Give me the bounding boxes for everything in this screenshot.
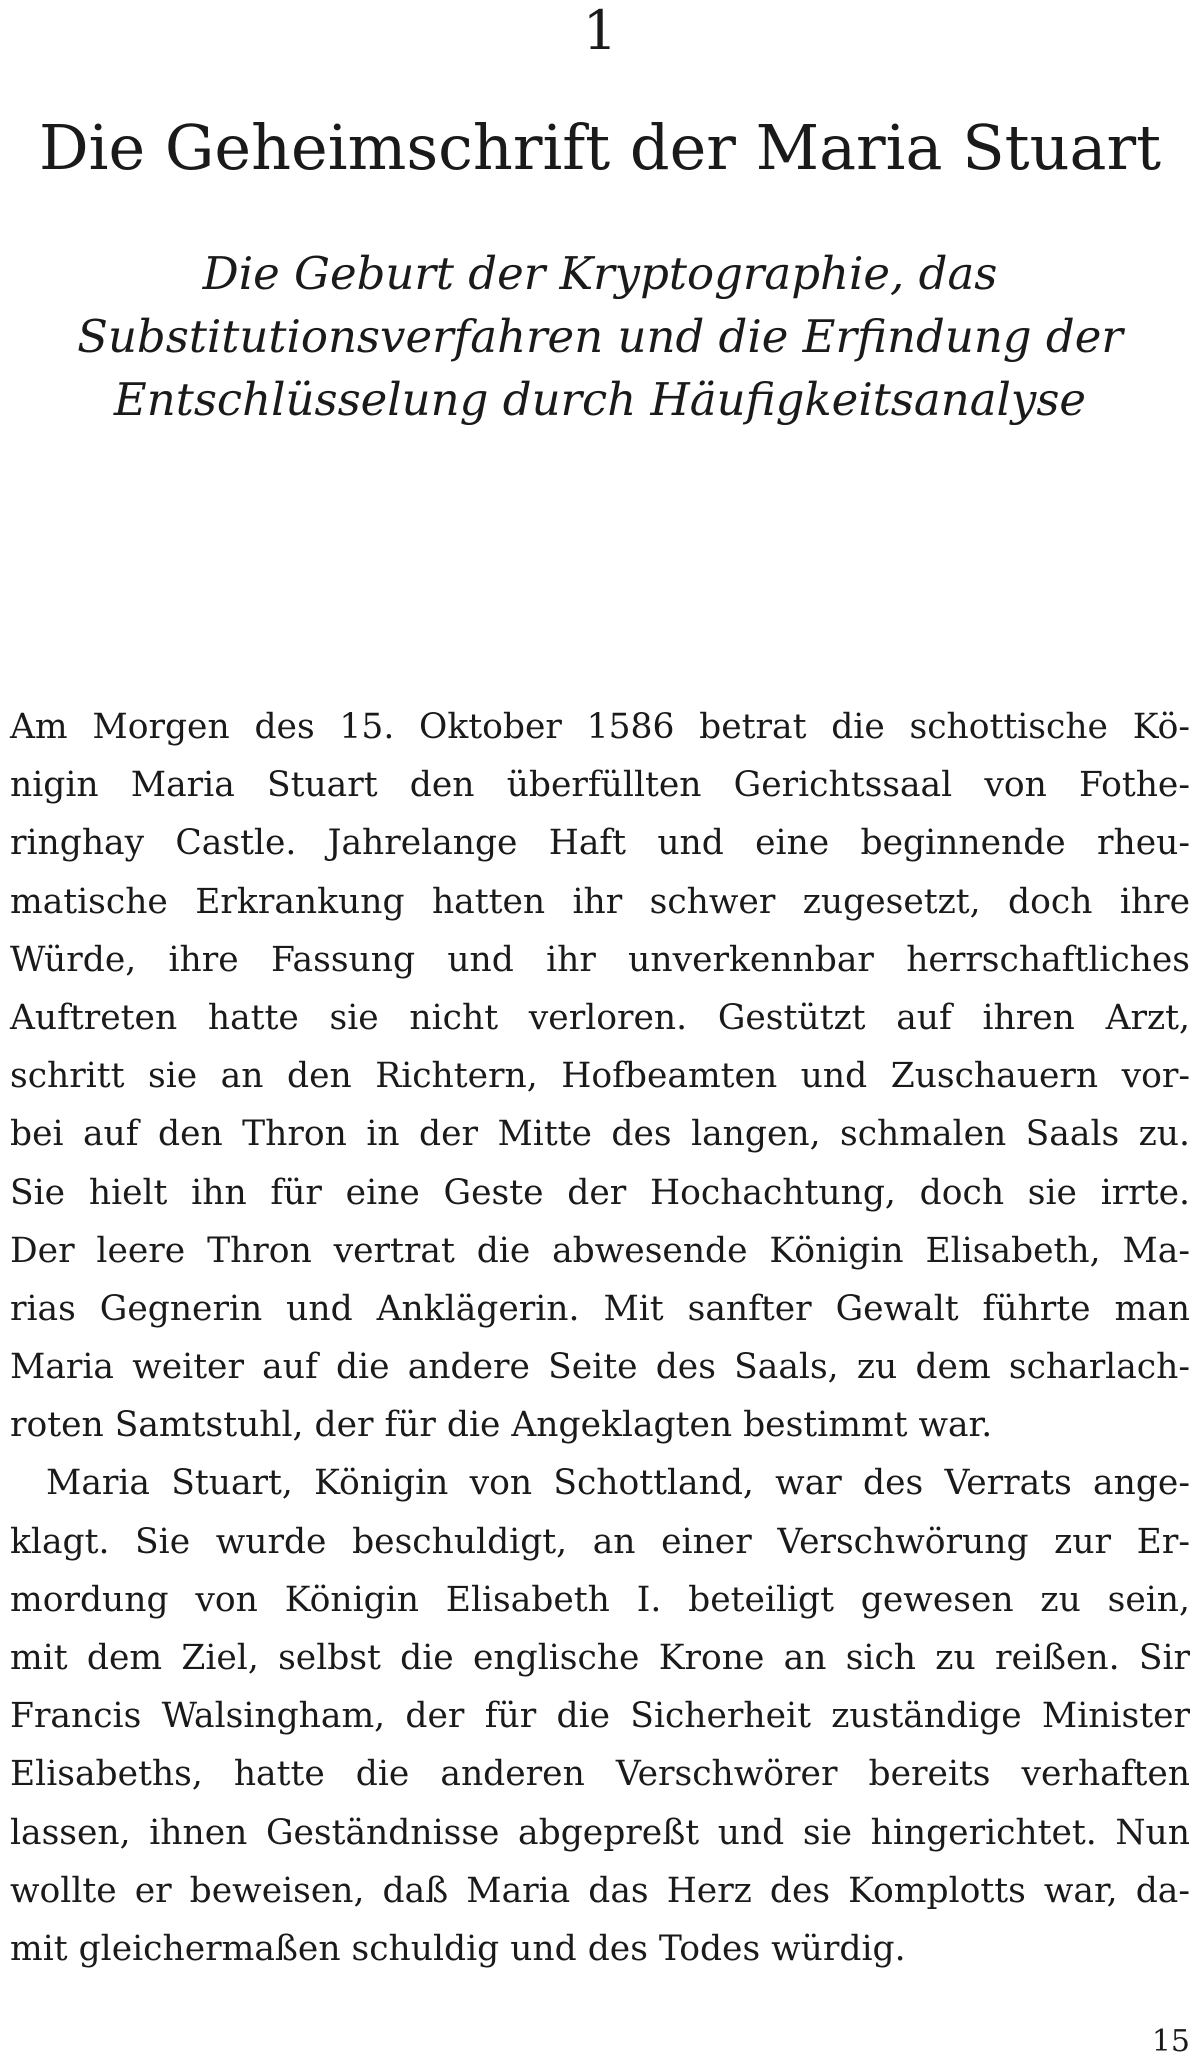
text-line: lassen, ihnen Geständnisse abgepreßt und sie hingerichtet. Nun	[10, 1812, 1190, 1853]
subtitle-line: Entschlüsselung durch Häufigkeitsanalyse	[113, 373, 1087, 426]
text-line: mit dem Ziel, selbst die englische Krone an sich zu reißen. Sir	[10, 1638, 1190, 1678]
text-line: Maria Stuart, Königin von Schottland, war des Verrats ange-	[46, 1463, 1190, 1504]
text-line: rias Gegnerin und Anklägerin. Mit sanfter Gewalt führte man	[10, 1288, 1190, 1329]
chapter-number: 1	[582, 0, 618, 62]
paragraph-2	[10, 1454, 1190, 1978]
chapter-subtitle	[60, 242, 1140, 431]
page-number: 15	[1151, 2024, 1190, 2059]
text-line: Am Morgen des 15. Oktober 1586 betrat die schottische Kö-	[10, 707, 1190, 747]
text-line: wollte er beweisen, daß Maria das Herz des Komplotts war, da-	[10, 1870, 1190, 1911]
subtitle-line: Die Geburt der Kryptographie, das	[202, 247, 998, 300]
text-line: Auftreten hatte sie nicht verloren. Gestützt auf ihren Arzt,	[10, 997, 1190, 1038]
text-line: matische Erkrankung hatten ihr schwer zugesetzt, doch ihre	[10, 881, 1190, 922]
text-line: schritt sie an den Richtern, Hofbeamten und Zuschauern vor-	[10, 1056, 1190, 1097]
text-line: Elisabeths, hatte die anderen Verschwörer bereits verhaften	[10, 1754, 1190, 1795]
text-line: klagt. Sie wurde beschuldigt, an einer Verschwörung zur Er-	[10, 1521, 1190, 1562]
text-line: Sie hielt ihn für eine Geste der Hochachtung, doch sie irrte.	[10, 1172, 1190, 1213]
text-line: Francis Walsingham, der für die Sicherheit zuständige Minister	[10, 1696, 1190, 1737]
paragraph-1	[10, 698, 1190, 1454]
subtitle-line: Substitutionsverfahren und die Erfindung der	[77, 310, 1123, 363]
body-text	[10, 698, 1190, 1978]
text-line: Maria weiter auf die andere Seite des Saals, zu dem scharlach-	[10, 1347, 1190, 1388]
text-line: Würde, ihre Fassung und ihr unverkennbar herrschaftliches	[10, 939, 1190, 980]
text-line: roten Samtstuhl, der für die Angeklagten bestimmt war.	[10, 1405, 993, 1446]
text-line: Der leere Thron vertrat die abwesende Königin Elisabeth, Ma-	[10, 1230, 1190, 1271]
text-line: ringhay Castle. Jahrelange Haft und eine beginnende rheu-	[10, 823, 1190, 864]
text-line: nigin Maria Stuart den überfüllten Gerichtssaal von Fothe-	[10, 765, 1190, 806]
chapter-title: Die Geheimschrift der Maria Stuart	[38, 111, 1162, 184]
text-line: mit gleichermaßen schuldig und des Todes würdig.	[10, 1928, 906, 1969]
text-line: mordung von Königin Elisabeth I. beteiligt gewesen zu sein,	[10, 1579, 1190, 1620]
text-line: bei auf den Thron in der Mitte des langen, schmalen Saals zu.	[10, 1114, 1190, 1155]
